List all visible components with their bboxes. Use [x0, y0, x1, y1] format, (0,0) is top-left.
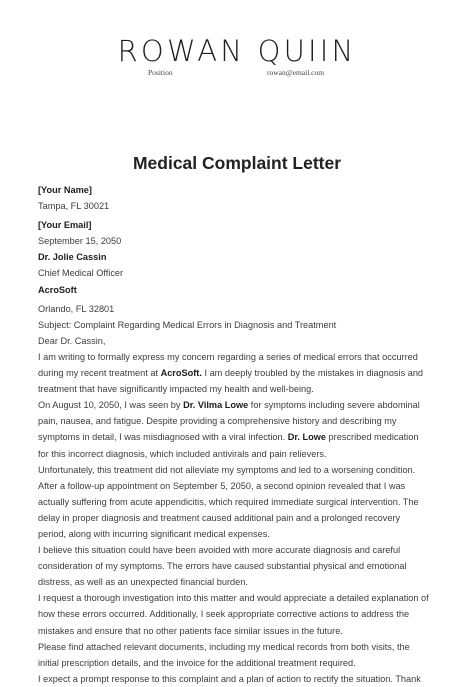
text-line: Please find attached relevant documents, including my medical records from both visits, the	[38, 641, 410, 652]
text-line	[38, 429, 448, 445]
sender-name: [Your Name]	[38, 185, 92, 195]
text-line: I am writing to formally express my concern regarding a series of medical errors that occurred	[38, 351, 418, 362]
text-segment: I am deeply troubled by the mistakes in diagnosis and	[201, 368, 424, 379]
text-line: After a follow-up appointment on September 5, 2050, a second opinion revealed that I was	[38, 480, 406, 491]
recipient-address: Orlando, FL 32801	[38, 303, 115, 314]
text-line: delay in proper diagnosis and treatment caused additional pain and a prolonged recovery	[38, 512, 401, 523]
text-line: distress, as well as an unexpected financial burden.	[38, 577, 248, 588]
text-line: initial prescription details, and the invoice for the additional treatment required.	[38, 657, 356, 668]
text-line: mistakes and ensure that no other patients face similar issues in the future.	[38, 625, 343, 636]
text-line: pain, nausea, and fatigue. Despite providing a comprehensive history and describing my	[38, 416, 397, 427]
sender-address: Tampa, FL 30021	[38, 201, 110, 212]
paragraph-incident	[38, 397, 448, 461]
paragraph-request	[38, 590, 448, 638]
recipient-company: AcroSoft	[38, 284, 77, 295]
text-segment: prescribed medication	[326, 432, 419, 443]
recipient-role: Chief Medical Officer	[38, 268, 124, 279]
letter-date: September 15, 2050	[38, 236, 122, 247]
text-line: how these errors occurred. Additionally, I seek appropriate corrective actions to address the	[38, 609, 410, 620]
text-line: I believe this situation could have been avoided with more accurate diagnosis and careful	[38, 545, 401, 556]
text-line: actually suffering from acute appendicitis, which required immediate surgical intervention. The	[38, 496, 419, 507]
text-line	[38, 397, 448, 413]
text-line	[38, 365, 448, 381]
page-title: Medical Complaint Letter	[132, 153, 342, 173]
text-segment: for symptoms including severe abdominal	[248, 400, 420, 411]
text-segment: On August 10, 2050, I was seen by	[38, 400, 184, 411]
paragraph-closing	[38, 671, 448, 687]
paragraph-outcome	[38, 462, 448, 478]
author-email: rowan@email.com	[267, 68, 325, 77]
recipient-name: Dr. Jolie Cassin	[38, 252, 107, 263]
text-line: period, along with incurring significant medical expenses.	[38, 528, 270, 539]
paragraph-belief	[38, 542, 448, 590]
paragraph-attachments	[38, 639, 448, 671]
subject-line: Subject: Complaint Regarding Medical Errors in Diagnosis and Treatment	[38, 319, 337, 330]
author-position: Position	[148, 68, 173, 77]
text-line: I request a thorough investigation into this matter and would appreciate a detailed explanation of	[38, 593, 429, 604]
text-line: Unfortunately, this treatment did not alleviate my symptoms and led to a worsening condition.	[38, 464, 416, 475]
author-name: ROWAN QUIIN	[117, 34, 357, 68]
paragraph-followup	[38, 478, 448, 542]
text-line: treatment that have significantly impacted my health and well-being.	[38, 384, 314, 395]
text-segment: during my recent treatment at	[38, 368, 161, 379]
doctor-name-inline: Dr. Lowe	[287, 432, 326, 443]
text-line: consideration of my symptoms. The errors have caused substantial physical and emotional	[38, 561, 407, 572]
sender-email: [Your Email]	[38, 220, 92, 231]
text-segment: symptoms in detail, I was misdiagnosed with a viral infection.	[38, 432, 288, 443]
paragraph-intro	[38, 349, 448, 397]
text-line: I expect a prompt response to this complaint and a plan of action to rectify the situation. Thank	[38, 673, 421, 684]
text-line: for this incorrect diagnosis, which included antivirals and pain relievers.	[38, 448, 327, 459]
salutation: Dear Dr. Cassin,	[38, 335, 106, 346]
doctor-name-inline: Dr. Vilma Lowe	[183, 400, 249, 411]
letter-body	[38, 182, 448, 687]
company-name-inline: AcroSoft.	[160, 368, 202, 379]
